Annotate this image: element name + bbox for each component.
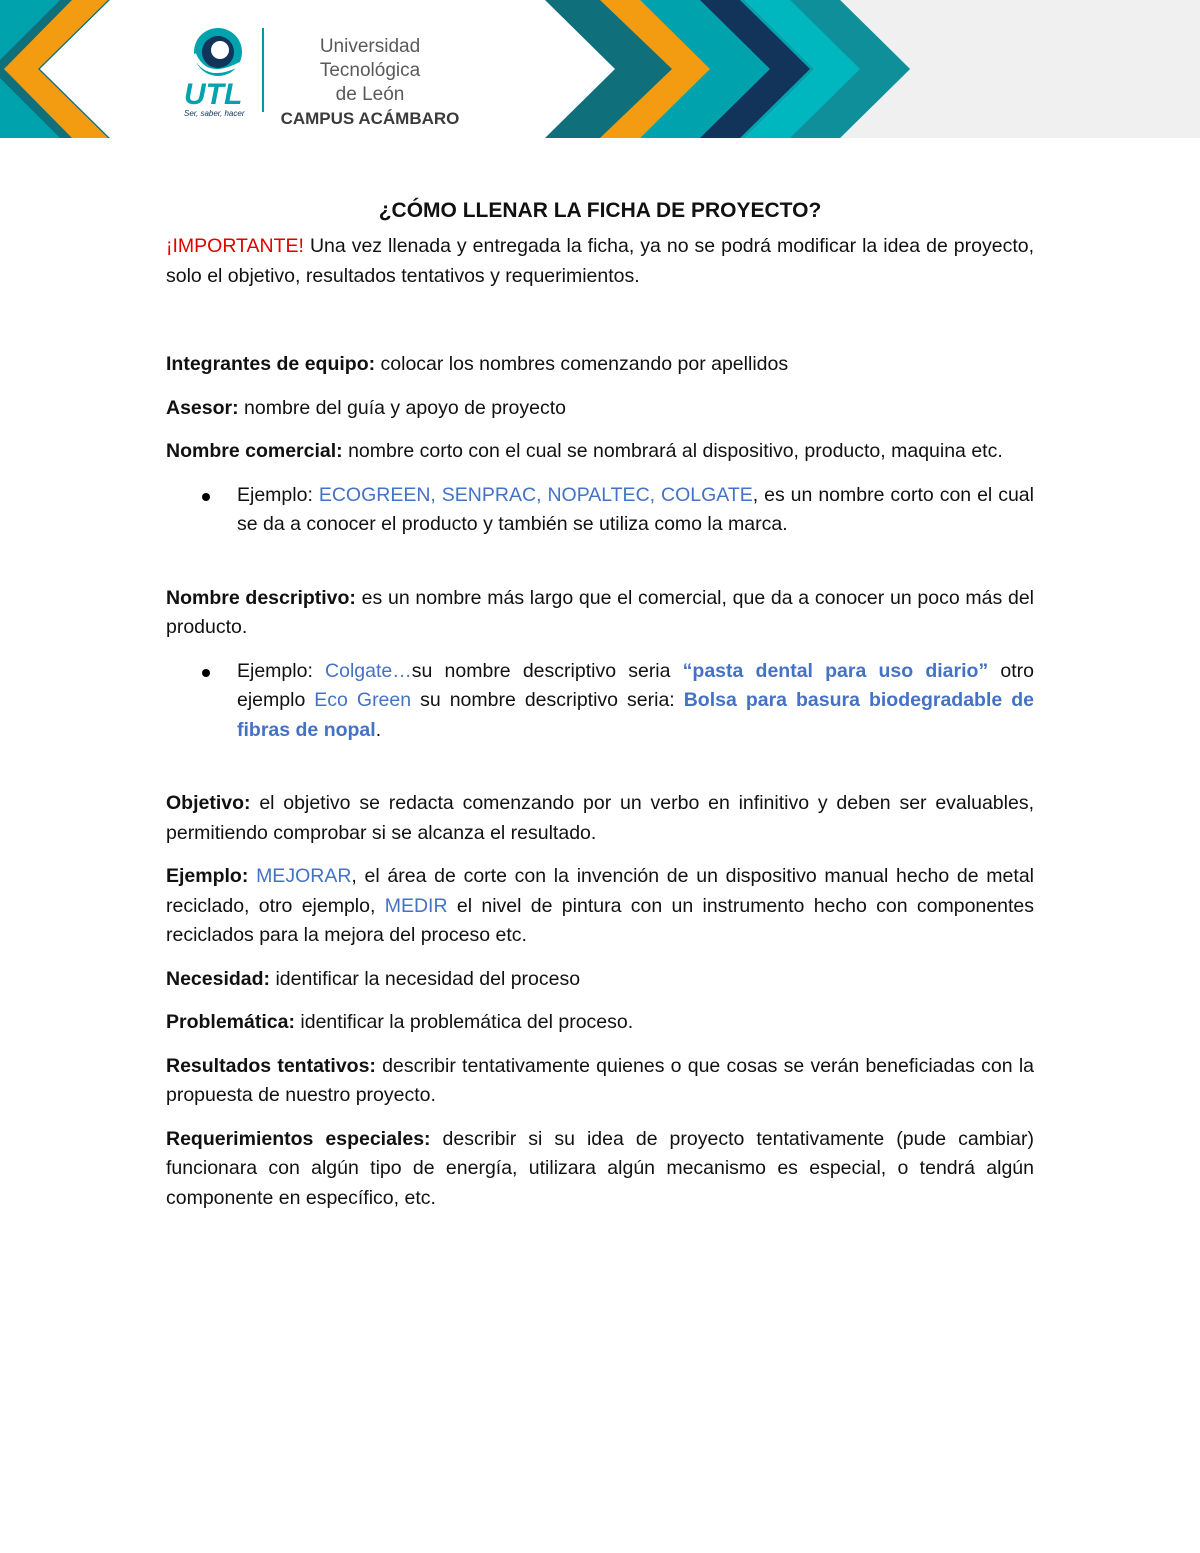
list-item [237, 657, 1034, 746]
ejemplo-objetivo-text2: el nivel de pintura con un instrumento hecho con componentes reciclados para la mejora del proceso etc. [166, 894, 1034, 946]
important-text: Una vez llenada y entregada la ficha, ya no se podrá modificar la idea de proyecto, solo el objetivo, resultados tentativos y requerimientos. [166, 235, 1034, 287]
necesidad-paragraph [166, 965, 1034, 995]
ejemplo-objetivo-label: Ejemplo: [166, 865, 249, 887]
resultados-text: describir tentativamente quienes o que cosas se verán beneficiadas con la propuesta de nuestro proyecto. [166, 1054, 1034, 1106]
nombre-descriptivo-label: Nombre descriptivo: [166, 586, 356, 609]
example-text: su nombre descriptivo seria: [411, 689, 684, 711]
requerimientos-text: describir si su idea de proyecto tentativamente (pude cambiar) funcionara con algún tipo de energía, utilizara algún mecanismo es especial, o tendrá algún componente en específico, etc. [166, 1127, 1035, 1209]
example-text: otro ejemplo [237, 659, 1034, 711]
integrantes-paragraph [166, 350, 1034, 380]
nombre-descriptivo-paragraph [166, 584, 1034, 643]
verb-mejorar: MEJORAR [256, 865, 352, 887]
objetivo-text: el objetivo se redacta comenzando por un verbo en infinitivo y deben ser evaluables, permitiendo comprobar si se alcanza el resultado. [166, 792, 1034, 844]
university-line1: Universidad Tecnológica [319, 36, 421, 81]
integrantes-text: colocar los nombres comenzando por apellidos [375, 353, 789, 375]
ejemplo-comercial-list [166, 481, 1034, 540]
necesidad-text: identificar la necesidad del proceso [270, 967, 581, 990]
example-end: . [375, 718, 382, 741]
example-text: su nombre descriptivo seria [411, 659, 683, 682]
important-notice [166, 232, 1034, 291]
list-item [237, 481, 1034, 540]
ejemplo-objetivo-text1: , el área de corte con la invención de un dispositivo manual hecho de metal reciclado, otro ejemplo, [166, 865, 1034, 917]
nombre-comercial-paragraph [166, 437, 1034, 467]
ejemplo-objetivo-paragraph [166, 862, 1034, 951]
page-title: ¿CÓMO LLENAR LA FICHA DE PROYECTO? [378, 199, 822, 222]
integrantes-label: Integrantes de equipo: [166, 353, 376, 375]
problematica-label: Problemática: [166, 1011, 295, 1033]
university-name [272, 35, 468, 131]
document-body [166, 196, 1034, 1213]
example-name-ecogreen: Eco Green [314, 689, 412, 711]
university-line2: de León [335, 84, 405, 105]
asesor-paragraph [166, 394, 1034, 424]
requerimientos-paragraph [166, 1125, 1034, 1214]
requerimientos-label: Requerimientos especiales: [166, 1127, 431, 1150]
ejemplo-commercial-names: ECOGREEN, SENPRAC, NOPALTEC, COLGATE [318, 483, 753, 506]
objetivo-paragraph [166, 789, 1034, 848]
example-desc-ecogreen: Bolsa para basura biodegradable de fibras de nopal [237, 689, 1034, 741]
nombre-descriptivo-text: es un nombre más largo que el comercial, que da a conocer un poco más del producto. [166, 586, 1034, 638]
example-desc-colgate: “pasta dental para uso diario” [682, 659, 989, 682]
logo-text: UTL [184, 78, 243, 111]
utl-logo-icon [178, 24, 258, 119]
asesor-text: nombre del guía y apoyo de proyecto [238, 396, 567, 419]
spacer [248, 865, 256, 887]
problematica-text: identificar la problemática del proceso. [294, 1011, 634, 1033]
verb-medir: MEDIR [384, 894, 448, 917]
ejemplo-prefix: Ejemplo: [237, 483, 319, 506]
logo-divider [262, 28, 264, 112]
important-label: ¡IMPORTANTE! [166, 235, 304, 257]
nombre-comercial-label: Nombre comercial: [166, 440, 343, 462]
necesidad-label: Necesidad: [166, 967, 271, 990]
example-name-colgate: Colgate… [325, 659, 412, 682]
campus-name: CAMPUS ACÁMBARO [280, 109, 460, 128]
ejemplo-commercial-suffix: , es un nombre corto con el cual se da a conocer el producto y también se utiliza como la marca. [237, 483, 1034, 535]
objetivo-label: Objetivo: [166, 792, 251, 814]
resultados-label: Resultados tentativos: [166, 1054, 376, 1077]
utl-logo [178, 24, 258, 119]
nombre-comercial-text: nombre corto con el cual se nombrará al dispositivo, producto, maquina etc. [342, 440, 1003, 462]
resultados-paragraph [166, 1052, 1034, 1111]
ejemplo-prefix: Ejemplo: [237, 659, 326, 682]
asesor-label: Asesor: [166, 396, 239, 419]
ejemplo-descriptivo-list [166, 657, 1034, 746]
logo-tagline: Ser, saber, hacer [184, 109, 245, 118]
problematica-paragraph [166, 1008, 1034, 1038]
